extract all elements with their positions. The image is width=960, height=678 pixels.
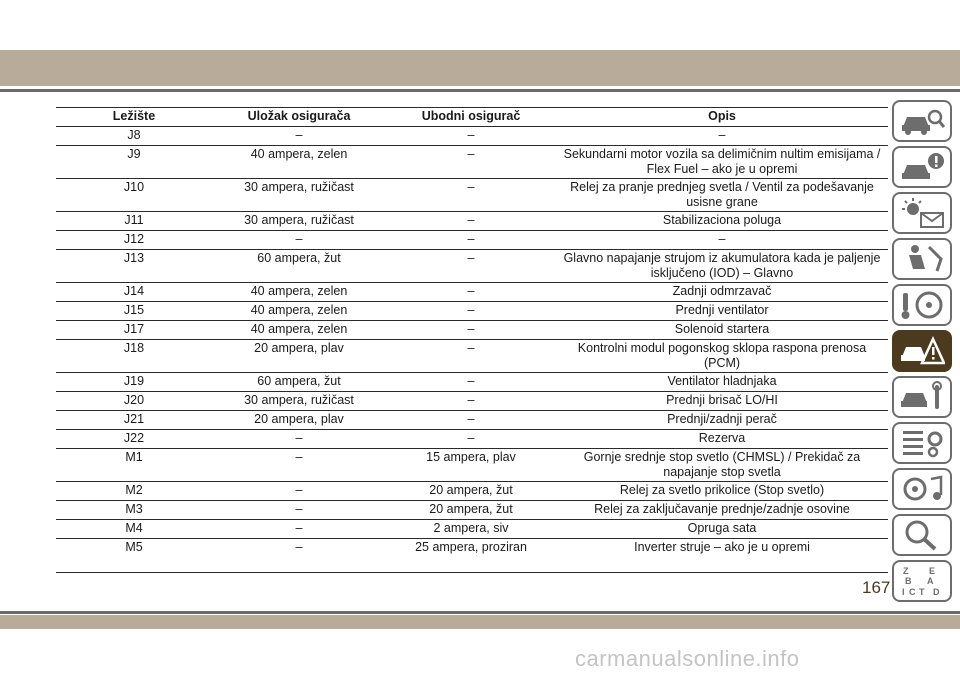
table-cell: Prednji ventilator <box>556 302 888 321</box>
table-cell: 2 ampera, siv <box>386 520 556 539</box>
specifications-icon <box>899 427 945 459</box>
column-header-mini-fuse: Ubodni osigurač <box>386 108 556 127</box>
tab-starting-operating[interactable] <box>892 284 952 326</box>
table-cell: – <box>386 283 556 302</box>
svg-text:A: A <box>927 576 934 586</box>
table-cell: Opruga sata <box>556 520 888 539</box>
table-cell: Relej za svetlo prikolice (Stop svetlo) <box>556 482 888 501</box>
table-cell: Zadnji odmrzavač <box>556 283 888 302</box>
table-cell: Stabilizaciona poluga <box>556 212 888 231</box>
table-row <box>56 283 888 302</box>
table-cell: – <box>556 127 888 146</box>
tab-multimedia[interactable] <box>892 468 952 510</box>
warning-lights-message-icon <box>899 197 945 229</box>
car-service-icon <box>899 381 945 413</box>
table-cell: 30 ampera, ružičast <box>212 179 386 212</box>
multimedia-icon <box>899 473 945 505</box>
table-row <box>56 430 888 449</box>
fuse-table <box>56 107 888 573</box>
table-row <box>56 302 888 321</box>
table-row <box>56 539 888 573</box>
column-header-description: Opis <box>556 108 888 127</box>
table-cell: – <box>212 520 386 539</box>
footer-band <box>0 615 960 629</box>
tab-servicing-maintenance[interactable] <box>892 376 952 418</box>
tab-customer-assistance[interactable] <box>892 514 952 556</box>
table-cell: J10 <box>56 179 212 212</box>
table-cell: J22 <box>56 430 212 449</box>
table-cell: – <box>386 212 556 231</box>
tab-vehicle-info[interactable] <box>892 146 952 188</box>
table-cell: – <box>386 146 556 179</box>
table-cell: – <box>212 449 386 482</box>
table-cell: J12 <box>56 231 212 250</box>
table-cell: M5 <box>56 539 212 573</box>
tab-in-case-of-emergency[interactable] <box>892 330 952 372</box>
key-steering-wheel-icon <box>899 289 945 321</box>
table-cell: J13 <box>56 250 212 283</box>
table-cell: 20 ampera, žut <box>386 501 556 520</box>
table-cell: J18 <box>56 340 212 373</box>
table-cell: – <box>386 321 556 340</box>
table-cell: – <box>556 231 888 250</box>
tab-getting-to-know[interactable] <box>892 100 952 142</box>
table-cell: Relej za zaključavanje prednje/zadnje osovine <box>556 501 888 520</box>
table-cell: J11 <box>56 212 212 231</box>
table-row <box>56 340 888 373</box>
table-cell: M2 <box>56 482 212 501</box>
table-cell: Inverter struje – ako je u opremi <box>556 539 888 573</box>
table-cell: – <box>386 411 556 430</box>
table-cell: 30 ampera, ružičast <box>212 212 386 231</box>
tab-warning-lights[interactable] <box>892 192 952 234</box>
table-cell: Gornje srednje stop svetlo (CHMSL) / Prekidač za napajanje stop svetla <box>556 449 888 482</box>
table-cell: 40 ampera, zelen <box>212 283 386 302</box>
table-cell: – <box>386 392 556 411</box>
svg-text:T: T <box>919 587 925 597</box>
table-cell: J21 <box>56 411 212 430</box>
table-cell: 25 ampera, proziran <box>386 539 556 573</box>
table-cell: Relej za pranje prednjeg svetla / Ventil za podešavanje usisne grane <box>556 179 888 212</box>
car-info-icon <box>899 151 945 183</box>
svg-text:D: D <box>933 587 940 597</box>
table-cell: M1 <box>56 449 212 482</box>
table-cell: J20 <box>56 392 212 411</box>
index-letters-icon <box>899 565 945 597</box>
table-cell: 60 ampera, žut <box>212 373 386 392</box>
table-cell: J15 <box>56 302 212 321</box>
table-cell: 20 ampera, plav <box>212 411 386 430</box>
svg-text:E: E <box>929 566 936 576</box>
table-cell: – <box>386 127 556 146</box>
table-cell: Prednji brisač LO/HI <box>556 392 888 411</box>
table-cell: 40 ampera, zelen <box>212 321 386 340</box>
table-cell: Rezerva <box>556 430 888 449</box>
table-row <box>56 212 888 231</box>
svg-text:I: I <box>902 587 905 597</box>
table-cell: – <box>386 373 556 392</box>
table-cell: – <box>212 501 386 520</box>
table-cell: Kontrolni modul pogonskog sklopa raspona prenosa (PCM) <box>556 340 888 373</box>
table-cell: – <box>212 231 386 250</box>
page-number: 167 <box>862 578 891 597</box>
table-cell: 15 ampera, plav <box>386 449 556 482</box>
table-row <box>56 520 888 539</box>
table-cell: J14 <box>56 283 212 302</box>
car-search-icon <box>899 105 945 137</box>
column-header-cartridge-fuse: Uložak osigurača <box>212 108 386 127</box>
magnifier-icon <box>899 519 945 551</box>
column-header-cavity: Ležište <box>56 108 212 127</box>
table-row <box>56 411 888 430</box>
table-cell: J17 <box>56 321 212 340</box>
tab-safety[interactable] <box>892 238 952 280</box>
table-cell: J8 <box>56 127 212 146</box>
table-cell: – <box>386 302 556 321</box>
table-cell: – <box>386 179 556 212</box>
table-row <box>56 392 888 411</box>
table-cell: – <box>212 482 386 501</box>
header-band <box>0 50 960 86</box>
table-cell: 20 ampera, žut <box>386 482 556 501</box>
table-cell: Glavno napajanje strujom iz akumulatora kada je paljenje isključeno (IOD) – Glavno <box>556 250 888 283</box>
header-rule <box>0 89 960 92</box>
table-cell: Sekundarni motor vozila sa delimičnim nultim emisijama / Flex Fuel – ako je u opremi <box>556 146 888 179</box>
table-cell: – <box>212 430 386 449</box>
table-cell: J9 <box>56 146 212 179</box>
table-row <box>56 250 888 283</box>
table-row <box>56 321 888 340</box>
table-cell: – <box>386 340 556 373</box>
table-row <box>56 482 888 501</box>
table-cell: – <box>386 231 556 250</box>
table-row <box>56 179 888 212</box>
table-cell: M3 <box>56 501 212 520</box>
table-cell: Prednji/zadnji perač <box>556 411 888 430</box>
table-cell: 40 ampera, zelen <box>212 146 386 179</box>
table-row <box>56 501 888 520</box>
svg-text:C: C <box>909 587 916 597</box>
table-cell: 20 ampera, plav <box>212 340 386 373</box>
table-cell: – <box>386 250 556 283</box>
table-cell: 60 ampera, žut <box>212 250 386 283</box>
table-row <box>56 127 888 146</box>
table-cell: M4 <box>56 520 212 539</box>
svg-text:B: B <box>905 576 912 586</box>
seat-airbag-icon <box>899 243 945 275</box>
table-header-row <box>56 108 888 127</box>
table-cell: 30 ampera, ružičast <box>212 392 386 411</box>
table-row <box>56 373 888 392</box>
table-cell: – <box>212 127 386 146</box>
table-cell: – <box>386 430 556 449</box>
table-row <box>56 449 888 482</box>
roadside-emergency-icon <box>899 335 945 367</box>
table-cell: Solenoid startera <box>556 321 888 340</box>
table-cell: Ventilator hladnjaka <box>556 373 888 392</box>
footer-rule <box>0 611 960 614</box>
watermark: carmanualsonline.info <box>575 646 800 671</box>
svg-text:Z: Z <box>903 566 909 576</box>
table-row <box>56 146 888 179</box>
tab-index[interactable] <box>892 560 952 602</box>
tab-technical-specifications[interactable] <box>892 422 952 464</box>
table-row <box>56 231 888 250</box>
table-cell: 40 ampera, zelen <box>212 302 386 321</box>
table-cell: – <box>212 539 386 573</box>
table-cell: J19 <box>56 373 212 392</box>
